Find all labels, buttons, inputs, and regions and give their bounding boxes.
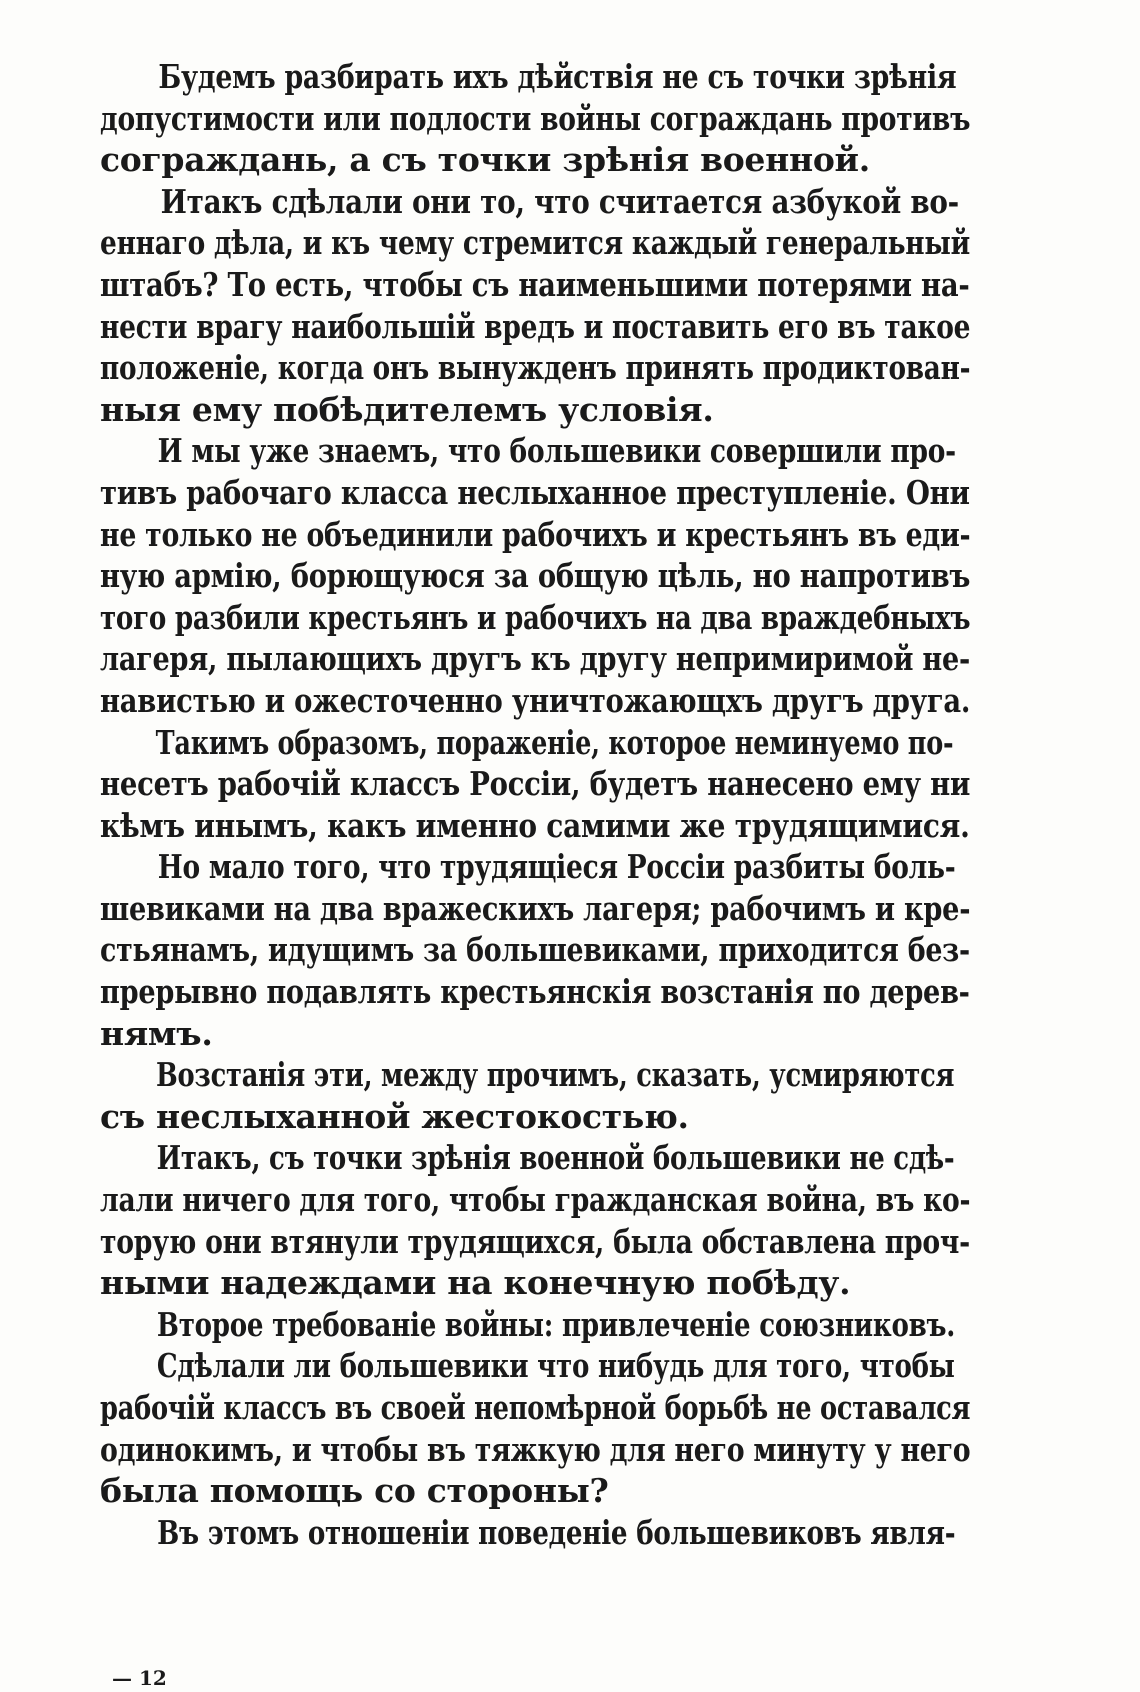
text-line: несетъ рабочій классъ Россіи, будетъ нанесено ему ни [100,764,971,804]
text-line: тивъ рабочаго класса неслыханное преступленіе. Они [100,472,970,512]
text-line: ныя ему побѣдителемъ условія. [100,389,714,429]
text-line: положеніе, когда онъ вынужденъ принять продиктован- [100,348,971,388]
text-line: нести врагу наибольшій вредъ и поставить его въ такое [100,306,971,346]
text-line: Сдѣлали ли большевики что нибудь для того, чтобы [156,1346,955,1386]
text-line: кѣмъ инымъ, какъ именно самими же трудящимися. [100,805,970,845]
text-line: лагеря, пылающихъ другъ къ другу непримиримой не- [100,639,970,679]
text-line: штабъ? То есть, чтобы съ наименьшими потерями на- [100,264,970,304]
text-line: рабочій классъ въ своей непомѣрной борьбѣ не оставался [100,1388,971,1427]
text-line: была помощь со стороны? [100,1471,609,1511]
text-line: навистью и ожесточенно уничтожающхъ другъ друга. [100,680,971,720]
text-line: съ неслыханной жестокостью. [100,1096,689,1136]
text-line: Возстанія эти, между прочимъ, сказать, усмиряются [156,1055,955,1095]
page-number: — 12 [112,1668,167,1688]
text-line: ную армію, борющуюся за общую цѣль, но напротивъ [100,556,971,596]
text-line: Но мало того, что трудящіеся Россіи разбиты боль- [157,847,956,887]
text-line: еннаго дѣла, и къ чему стремится каждый генеральный [100,223,970,263]
text-line: одинокимъ, и чтобы въ тяжкую для него минуту у него [100,1429,971,1469]
text-line: Итакъ, съ точки зрѣнія военной большевики не сдѣ- [156,1138,955,1178]
text-line: ными надеждами на конечную побѣду. [100,1263,851,1303]
text-line: стьянамъ, идущимъ за большевиками, приходится без- [100,930,970,970]
text-line: Такимъ образомъ, пораженіе, которое неминуемо по- [155,722,954,762]
text-line: И мы уже знаемъ, что большевики совершили про- [157,431,956,471]
text-line: шевиками на два вражескихъ лагеря; рабочимъ и кре- [100,888,971,928]
body-text [100,56,970,1553]
text-line: нямъ. [100,1013,213,1053]
text-line: Будемъ разбирать ихъ дѣйствія не съ точки зрѣнія [158,57,957,96]
text-line: прерывно подавлять крестьянскія возстанія по дерев- [100,972,970,1012]
text-line: того разбили крестьянъ и рабочихъ на два враждебныхъ [100,597,971,637]
text-line: не только не объединили рабочихъ и крестьянъ въ еди- [100,514,971,554]
text-line: торую они втянули трудящихся, была обставлена проч- [100,1221,970,1261]
text-line: Итакъ сдѣлали они то, что считается азбукой во- [160,181,959,221]
text-line: допустимости или подлости войны сограждань противъ [100,98,971,138]
text-line: Въ этомъ отношеніи поведеніе большевиковъ явля- [157,1512,956,1552]
text-line: лали ничего для того, чтобы гражданская война, въ ко- [100,1180,971,1220]
text-line: сограждань, а съ точки зрѣнія военной. [100,140,870,180]
text-line: Второе требованіе войны: привлеченіе союзниковъ. [156,1304,956,1344]
